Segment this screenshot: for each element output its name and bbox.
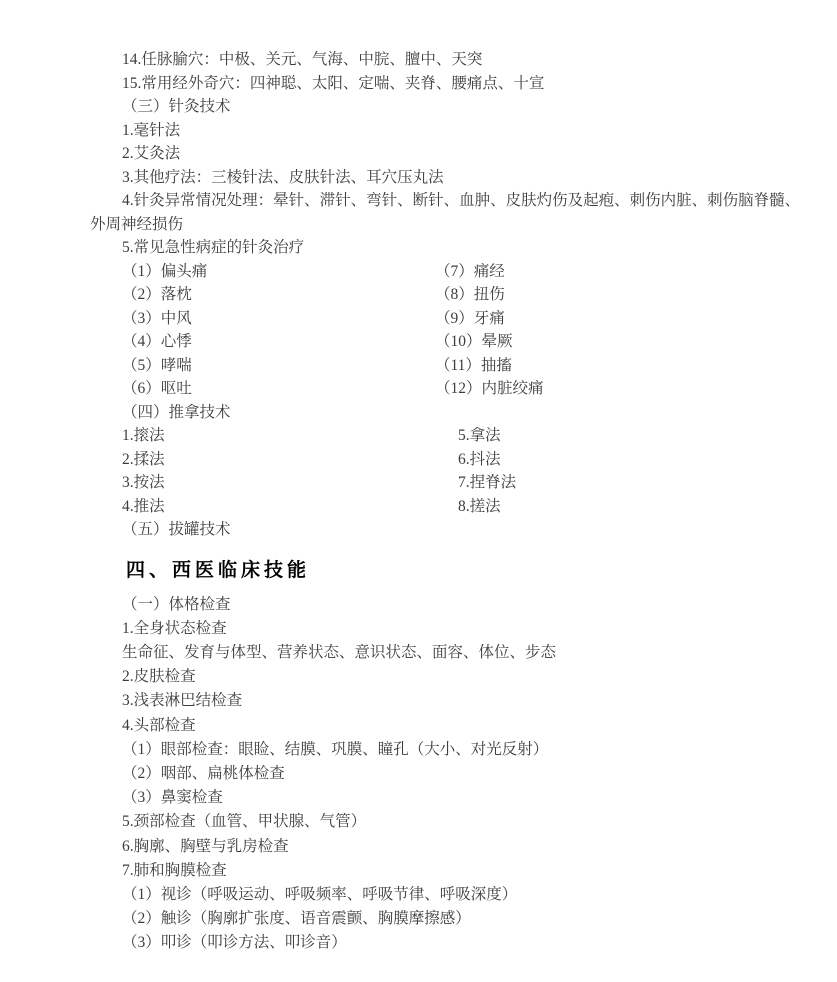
tuina-method-item: 7.捏脊法 (458, 474, 517, 491)
palpation-line: （2）触诊（胸廓扩张度、语音震颤、胸膜摩擦感） (122, 910, 471, 928)
head-exam-line: 4.头部检查 (122, 716, 196, 734)
tuina-row-3 (90, 471, 795, 495)
chest-wall-breast-exam-line: 6.胸廓、胸壁与乳房检查 (122, 837, 289, 855)
physical-examination-section (90, 593, 795, 956)
condition-item: （8）扭伤 (435, 286, 505, 303)
tuina-method-item: 4.推法 (122, 497, 165, 515)
conditions-row-6 (90, 377, 795, 401)
acupuncture-moxibustion-section (90, 48, 801, 542)
cupping-techniques-heading: （五）拔罐技术 (122, 521, 231, 538)
tuina-method-item: 3.按法 (122, 474, 165, 491)
tuina-method-item: 1.㨰法 (122, 427, 165, 444)
condition-item: （6）呕吐 (122, 380, 192, 397)
extra-points-line: 15.常用经外奇穴：四神聪、太阳、定喘、夹脊、腰痛点、十宣 (122, 74, 545, 92)
acute-conditions-heading: 5.常见急性病症的针灸治疗 (122, 239, 305, 256)
condition-item: （10）晕厥 (435, 333, 513, 350)
condition-item: （11）抽搐 (435, 356, 512, 374)
general-condition-line: 1.全身状态检查 (122, 619, 227, 637)
ren-meridian-points-line: 14.任脉腧穴：中极、关元、气海、中脘、膻中、天突 (122, 51, 483, 68)
abnormal-situations-line-1: 4.针灸异常情况处理：晕针、滞针、弯针、断针、血肿、皮肤灼伤及起疱、刺伤内脏、刺伤脑脊髓、 (122, 192, 801, 209)
condition-item: （2）落枕 (122, 286, 192, 303)
eye-exam-line: （1）眼部检查：眼睑、结膜、巩膜、瞳孔（大小、对光反射） (122, 740, 549, 758)
tuina-method-item: 6.抖法 (458, 450, 501, 468)
conditions-row-1 (90, 260, 795, 284)
conditions-row-4 (90, 330, 795, 354)
inspection-line: （1）视诊（呼吸运动、呼吸频率、呼吸节律、呼吸深度） (122, 885, 518, 903)
conditions-row-5 (90, 354, 795, 378)
condition-item: （9）牙痛 (435, 309, 505, 327)
tuina-method-item: 5.拿法 (458, 427, 501, 444)
filiform-needle-line: 1.毫针法 (122, 121, 181, 139)
condition-item: （5）哮喘 (122, 356, 192, 374)
condition-item: （1）偏头痛 (122, 262, 208, 280)
conditions-row-2 (90, 283, 795, 307)
throat-tonsil-exam-line: （2）咽部、扁桃体检查 (122, 764, 285, 782)
abnormal-situations-line-2: 外周神经损伤 (90, 215, 184, 233)
physical-exam-heading: （一）体格检查 (122, 595, 231, 613)
tuina-method-item: 8.搓法 (458, 497, 501, 515)
general-condition-detail-line: 生命征、发育与体型、营养状态、意识状态、面容、体位、步态 (122, 643, 557, 661)
western-medicine-chapter-heading: 四、西医临床技能 (126, 559, 311, 581)
condition-item: （7）痛经 (435, 262, 505, 280)
percussion-line: （3）叩诊（叩诊方法、叩诊音） (122, 934, 347, 952)
moxibustion-line: 2.艾灸法 (122, 145, 181, 162)
acupuncture-techniques-heading: （三）针灸技术 (122, 98, 231, 115)
conditions-row-3 (90, 307, 795, 331)
tuina-row-2 (90, 448, 795, 472)
tuina-techniques-heading: （四）推拿技术 (122, 403, 231, 421)
lung-pleura-exam-line: 7.肺和胸膜检查 (122, 861, 227, 879)
tuina-method-item: 2.揉法 (122, 450, 165, 468)
condition-item: （4）心悸 (122, 333, 192, 350)
condition-item: （12）内脏绞痛 (435, 380, 544, 397)
lymph-node-exam-line: 3.浅表淋巴结检查 (122, 692, 243, 710)
tuina-row-1 (90, 424, 795, 448)
neck-exam-line: 5.颈部检查（血管、甲状腺、气管） (122, 813, 367, 831)
condition-item: （3）中风 (122, 309, 192, 327)
skin-exam-line: 2.皮肤检查 (122, 668, 196, 686)
other-therapies-line: 3.其他疗法：三棱针法、皮肤针法、耳穴压丸法 (122, 168, 444, 186)
sinus-exam-line: （3）鼻窦检查 (122, 789, 223, 807)
tuina-row-4 (90, 495, 795, 519)
